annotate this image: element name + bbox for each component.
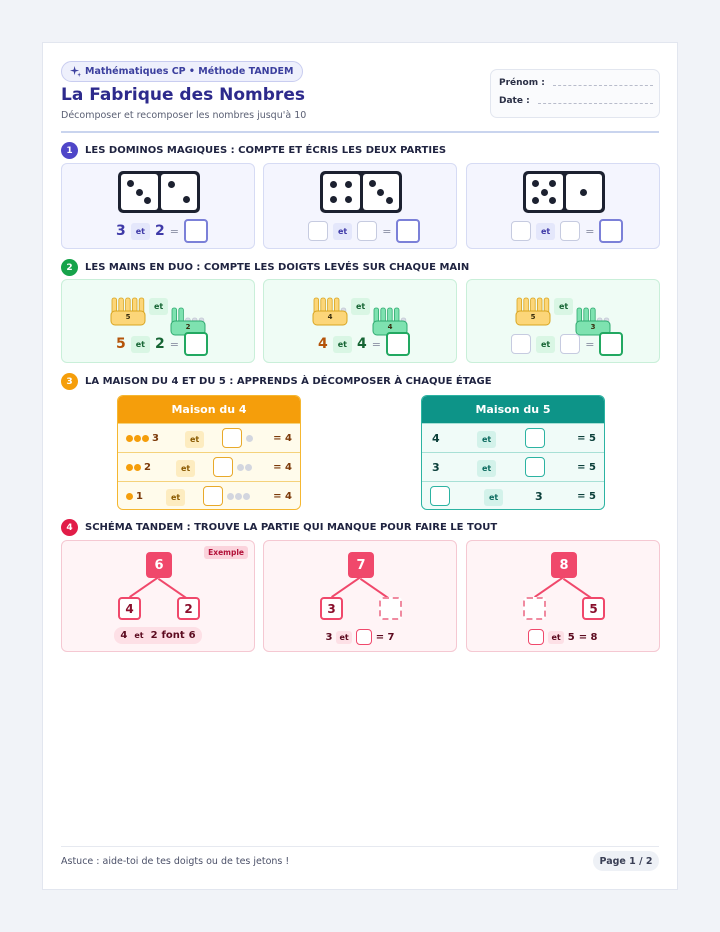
- domino-pip: [369, 180, 376, 187]
- floor-left-part: [126, 462, 151, 473]
- et-label: et: [536, 336, 555, 353]
- page-title: La Fabrique des Nombres: [61, 85, 305, 105]
- house-5-floor: [422, 452, 604, 481]
- prenom-field[interactable]: [553, 85, 653, 86]
- et-label: et: [351, 298, 370, 315]
- domino-pip: [386, 197, 393, 204]
- floor-left-part: [126, 433, 159, 444]
- caption-part-b: 2: [150, 630, 158, 641]
- answer-box-b[interactable]: [560, 221, 580, 241]
- answer-box-a[interactable]: [308, 221, 328, 241]
- footer-tip: Astuce : aide-toi de tes doigts ou de tes jetons !: [61, 856, 290, 867]
- house-4-title: Maison du 4: [118, 396, 300, 423]
- domino-equation: [116, 219, 208, 243]
- left-hand: [515, 297, 551, 327]
- floor-left-number: 1: [136, 491, 143, 502]
- caption-part-b: 5: [567, 631, 575, 643]
- section-1-heading: [61, 142, 446, 159]
- hand-icon: [312, 297, 348, 327]
- hand-count-label: 5: [125, 313, 131, 321]
- header-divider: [61, 131, 659, 133]
- answer-box[interactable]: [213, 457, 233, 477]
- domino-equation: [308, 219, 420, 243]
- floor-right-number: 3: [535, 490, 543, 503]
- domino-card: [61, 163, 255, 249]
- caption-word: font: [161, 630, 185, 641]
- tree-whole: 7: [348, 552, 374, 578]
- et-label: et: [484, 489, 503, 506]
- empty-dots: [237, 464, 253, 471]
- caption-part-a: 3: [325, 631, 333, 643]
- caption-answer-box[interactable]: [528, 629, 544, 645]
- answer-box-a[interactable]: [511, 334, 531, 354]
- domino-pip: [345, 196, 352, 203]
- floor-left-number: 3: [152, 433, 159, 444]
- hand-count-label: 5: [530, 313, 536, 321]
- answer-box-right[interactable]: [525, 457, 545, 477]
- et-label: et: [536, 223, 555, 240]
- domino: [118, 171, 200, 213]
- hands-part-a: 4: [318, 336, 328, 352]
- hand-icon: [110, 297, 146, 327]
- house-of-4: [117, 395, 301, 510]
- section-2-heading: [61, 259, 469, 276]
- hands-card: [61, 279, 255, 363]
- hands-part-b: 2: [155, 336, 165, 352]
- tandem-card: [263, 540, 457, 652]
- answer-box-total[interactable]: [396, 219, 420, 243]
- worksheet-page: [42, 42, 678, 890]
- floor-result: = 4: [273, 462, 292, 473]
- et-label: et: [166, 489, 185, 506]
- section-2-number: 2: [61, 259, 78, 276]
- answer-box-a[interactable]: [511, 221, 531, 241]
- empty-counter-dot: [243, 493, 250, 500]
- hand-count-label: 2: [185, 323, 191, 331]
- domino-left-face: [323, 174, 360, 210]
- answer-box-b[interactable]: [357, 221, 377, 241]
- section-4-title: SCHÉMA TANDEM : TROUVE LA PARTIE QUI MANQUE POUR FAIRE LE TOUT: [85, 522, 498, 533]
- domino-pip: [136, 189, 143, 196]
- domino-card: [263, 163, 457, 249]
- domino-pip: [549, 180, 556, 187]
- domino-right-face: [161, 174, 198, 210]
- house-4-floor: [118, 481, 300, 510]
- date-label: Date :: [499, 96, 530, 106]
- domino-part-a: 3: [116, 223, 126, 239]
- domino-pip: [127, 180, 134, 187]
- domino-part-b: 2: [155, 223, 165, 239]
- et-label: et: [477, 431, 496, 448]
- domino-pip: [330, 196, 337, 203]
- answer-box-total[interactable]: [386, 332, 410, 356]
- tree-right-part: 2: [177, 597, 200, 620]
- empty-counter-dot: [246, 435, 253, 442]
- domino-card: [466, 163, 660, 249]
- floor-left-number: 3: [432, 461, 440, 474]
- et-label: et: [333, 336, 352, 353]
- counter-dot: [142, 435, 149, 442]
- prenom-label: Prénom :: [499, 78, 545, 88]
- counter-dot: [126, 493, 133, 500]
- domino-pip: [541, 189, 548, 196]
- caption-part-a: 4: [120, 630, 128, 641]
- domino-pip: [580, 189, 587, 196]
- floor-left-number: 4: [432, 432, 440, 445]
- subject-badge: [61, 61, 303, 82]
- floor-left-number: 2: [144, 462, 151, 473]
- hands-equation: [511, 332, 623, 356]
- answer-box-total[interactable]: [184, 219, 208, 243]
- tree-left-answer[interactable]: [523, 597, 546, 620]
- caption-total: = 7: [375, 631, 395, 643]
- footer-divider: [61, 846, 659, 847]
- floor-answer: [222, 428, 254, 448]
- domino-pip: [345, 181, 352, 188]
- hands-part-a: 5: [116, 336, 126, 352]
- tree-right-answer[interactable]: [379, 597, 402, 620]
- hand-icon: [515, 297, 551, 327]
- page-number: Page 1 / 2: [593, 851, 659, 871]
- domino-pip: [168, 181, 175, 188]
- house-5-title: Maison du 5: [422, 396, 604, 423]
- sparkle-icon: [70, 66, 81, 77]
- hand-count-label: 3: [590, 323, 596, 331]
- domino-pip: [532, 197, 539, 204]
- floor-result: = 5: [577, 433, 596, 444]
- caption-total: 6: [188, 630, 196, 641]
- domino-pip: [144, 197, 151, 204]
- answer-box-right[interactable]: [525, 428, 545, 448]
- caption-total: = 8: [578, 631, 598, 643]
- domino-left-face: [526, 174, 563, 210]
- et-label: et: [131, 223, 150, 240]
- domino: [523, 171, 605, 213]
- house-5-floor: [422, 481, 604, 510]
- answer-box-b[interactable]: [560, 334, 580, 354]
- house-5-floor: [422, 423, 604, 452]
- et-label: et: [134, 631, 144, 640]
- domino-pip: [549, 197, 556, 204]
- empty-counter-dot: [227, 493, 234, 500]
- section-3-title: LA MAISON DU 4 ET DU 5 : APPRENDS À DÉCOMPOSER À CHAQUE ÉTAGE: [85, 376, 492, 387]
- answer-box-total[interactable]: [184, 332, 208, 356]
- hands-equation: [318, 332, 410, 356]
- tree-branch: [534, 577, 564, 598]
- domino-pip: [377, 189, 384, 196]
- floor-answer: [203, 486, 251, 506]
- page-subtitle: Décomposer et recomposer les nombres jusqu'à 10: [61, 110, 307, 121]
- counter-dot: [126, 435, 133, 442]
- domino-pip: [330, 181, 337, 188]
- answer-box-total[interactable]: [599, 219, 623, 243]
- domino-pip: [183, 196, 190, 203]
- tree-branch: [129, 577, 159, 598]
- equals-sign: =: [169, 337, 179, 351]
- hands-card: [263, 279, 457, 363]
- counter-dot: [126, 464, 133, 471]
- domino: [320, 171, 402, 213]
- et-label: et: [477, 460, 496, 477]
- hands-part-b: 4: [357, 336, 367, 352]
- empty-counter-dot: [235, 493, 242, 500]
- floor-result: = 5: [577, 462, 596, 473]
- et-label: et: [185, 431, 204, 448]
- empty-dots: [246, 435, 254, 442]
- domino-equation: [511, 219, 623, 243]
- domino-right-face: [566, 174, 603, 210]
- et-label: et: [336, 631, 351, 644]
- tree-branch: [331, 577, 361, 598]
- tree-whole: 6: [146, 552, 172, 578]
- empty-dots: [227, 493, 251, 500]
- left-hand: [312, 297, 348, 327]
- tree-caption: [62, 627, 254, 644]
- badge-label: Mathématiques CP • Méthode TANDEM: [85, 66, 294, 77]
- hand-count-label: 4: [327, 313, 333, 321]
- hand-count-label: 4: [387, 323, 393, 331]
- domino-right-face: [363, 174, 400, 210]
- tree-caption: [467, 627, 659, 647]
- section-3-heading: [61, 373, 492, 390]
- section-3-number: 3: [61, 373, 78, 390]
- et-label: et: [333, 223, 352, 240]
- tandem-card: [466, 540, 660, 652]
- et-label: et: [548, 631, 563, 644]
- example-badge: Exemple: [204, 546, 248, 559]
- section-1-title: LES DOMINOS MAGIQUES : COMPTE ET ÉCRIS LES DEUX PARTIES: [85, 145, 447, 156]
- tandem-card: [61, 540, 255, 652]
- tree-left-part: 3: [320, 597, 343, 620]
- tree-left-part: 4: [118, 597, 141, 620]
- counter-dot: [134, 464, 141, 471]
- caption-answer-box[interactable]: [356, 629, 372, 645]
- floor-result: = 4: [273, 433, 292, 444]
- date-field[interactable]: [538, 103, 653, 104]
- section-1-number: 1: [61, 142, 78, 159]
- caption-pill: [522, 627, 603, 647]
- tree-right-part: 5: [582, 597, 605, 620]
- section-4-heading: [61, 519, 497, 536]
- house-4-floor: [118, 423, 300, 452]
- section-2-title: LES MAINS EN DUO : COMPTE LES DOIGTS LEVÉS SUR CHAQUE MAIN: [85, 262, 470, 273]
- floor-result: = 4: [273, 491, 292, 502]
- equals-sign: =: [371, 337, 381, 351]
- et-label: et: [131, 336, 150, 353]
- empty-counter-dot: [237, 464, 244, 471]
- equals-sign: =: [585, 224, 595, 238]
- floor-result: = 5: [577, 491, 596, 502]
- hands-card: [466, 279, 660, 363]
- hands-equation: [116, 332, 208, 356]
- equals-sign: =: [585, 337, 595, 351]
- et-label: et: [176, 460, 195, 477]
- answer-box-left[interactable]: [430, 486, 450, 506]
- counter-dot: [134, 435, 141, 442]
- equals-sign: =: [169, 224, 179, 238]
- equals-sign: =: [382, 224, 392, 238]
- et-label: et: [554, 298, 573, 315]
- floor-left-part: [126, 491, 143, 502]
- empty-counter-dot: [245, 464, 252, 471]
- answer-box-total[interactable]: [599, 332, 623, 356]
- house-4-floor: [118, 452, 300, 481]
- floor-answer: [213, 457, 253, 477]
- tree-caption: [264, 627, 456, 647]
- et-label: et: [149, 298, 168, 315]
- left-hand: [110, 297, 146, 327]
- domino-left-face: [121, 174, 158, 210]
- caption-pill: [114, 627, 201, 644]
- tree-whole: 8: [551, 552, 577, 578]
- answer-box[interactable]: [222, 428, 242, 448]
- domino-pip: [532, 180, 539, 187]
- section-4-number: 4: [61, 519, 78, 536]
- caption-pill: [319, 627, 400, 647]
- house-of-5: [421, 395, 605, 510]
- answer-box[interactable]: [203, 486, 223, 506]
- student-id-box: [490, 69, 660, 118]
